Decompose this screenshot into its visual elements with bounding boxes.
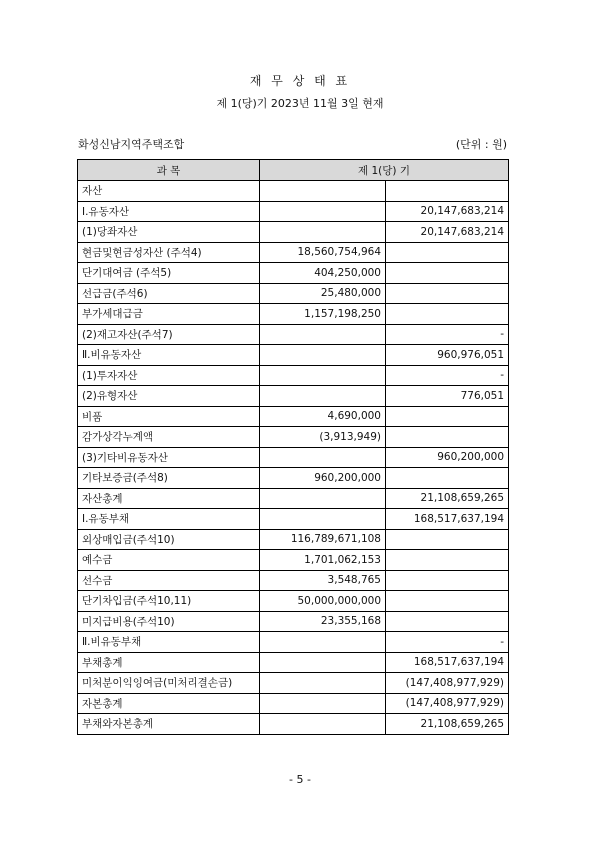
- document-title: 재 무 상 태 표: [249, 74, 351, 88]
- account-name-cell: 자본총계: [78, 693, 260, 714]
- detail-amount-cell: [260, 509, 386, 530]
- detail-amount-cell: [260, 386, 386, 407]
- account-name-cell: (1)투자자산: [78, 365, 260, 386]
- total-amount-cell: -: [386, 365, 509, 386]
- table-row: [78, 304, 509, 325]
- detail-amount-cell: 25,480,000: [260, 283, 386, 304]
- account-name-cell: Ⅱ.비유동부채: [78, 632, 260, 653]
- header-period: 제 1(당) 기: [260, 160, 509, 181]
- page-number: - 5 -: [289, 773, 311, 786]
- detail-amount-cell: 18,560,754,964: [260, 242, 386, 263]
- total-amount-cell: 20,147,683,214: [386, 201, 509, 222]
- account-name-cell: 예수금: [78, 550, 260, 571]
- table-row: [78, 365, 509, 386]
- table-row: [78, 570, 509, 591]
- account-name-cell: 부채총계: [78, 652, 260, 673]
- table-row: [78, 406, 509, 427]
- account-name-cell: 단기차입금(주석10,11): [78, 591, 260, 612]
- total-amount-cell: [386, 181, 509, 202]
- balance-sheet-table: [77, 159, 509, 735]
- detail-amount-cell: 50,000,000,000: [260, 591, 386, 612]
- table-row: [78, 652, 509, 673]
- detail-amount-cell: [260, 345, 386, 366]
- total-amount-cell: -: [386, 324, 509, 345]
- total-amount-cell: (147,408,977,929): [386, 673, 509, 694]
- total-amount-cell: [386, 611, 509, 632]
- account-name-cell: Ⅰ.유동자산: [78, 201, 260, 222]
- total-amount-cell: 21,108,659,265: [386, 714, 509, 735]
- unit-label: (단위 : 원): [455, 138, 507, 151]
- account-name-cell: Ⅰ.유동부채: [78, 509, 260, 530]
- table-row: [78, 201, 509, 222]
- total-amount-cell: [386, 242, 509, 263]
- table-row: [78, 468, 509, 489]
- table-row: [78, 611, 509, 632]
- document-subtitle: 제 1(당)기 2023년 11월 3일 현재: [216, 97, 384, 110]
- table-row: [78, 345, 509, 366]
- table-row: [78, 632, 509, 653]
- total-amount-cell: [386, 406, 509, 427]
- total-amount-cell: 960,976,051: [386, 345, 509, 366]
- table-row: [78, 447, 509, 468]
- detail-amount-cell: [260, 488, 386, 509]
- account-name-cell: 외상매입금(주석10): [78, 529, 260, 550]
- total-amount-cell: [386, 283, 509, 304]
- detail-amount-cell: [260, 222, 386, 243]
- table-row: [78, 509, 509, 530]
- detail-amount-cell: [260, 201, 386, 222]
- total-amount-cell: -: [386, 632, 509, 653]
- detail-amount-cell: (3,913,949): [260, 427, 386, 448]
- table-row: [78, 386, 509, 407]
- total-amount-cell: [386, 468, 509, 489]
- detail-amount-cell: [260, 652, 386, 673]
- detail-amount-cell: 116,789,671,108: [260, 529, 386, 550]
- company-name: 화성신남지역주택조합: [78, 138, 185, 151]
- total-amount-cell: [386, 570, 509, 591]
- detail-amount-cell: 404,250,000: [260, 263, 386, 284]
- account-name-cell: 선수금: [78, 570, 260, 591]
- account-name-cell: 부가세대급금: [78, 304, 260, 325]
- table-row: [78, 550, 509, 571]
- total-amount-cell: 776,051: [386, 386, 509, 407]
- account-name-cell: (1)당좌자산: [78, 222, 260, 243]
- detail-amount-cell: 3,548,765: [260, 570, 386, 591]
- detail-amount-cell: [260, 673, 386, 694]
- account-name-cell: 비품: [78, 406, 260, 427]
- account-name-cell: 자산총계: [78, 488, 260, 509]
- table-row: [78, 283, 509, 304]
- table-row: [78, 714, 509, 735]
- table-header-row: [78, 160, 509, 181]
- table-row: [78, 673, 509, 694]
- account-name-cell: 단기대여금 (주석5): [78, 263, 260, 284]
- table-row: [78, 693, 509, 714]
- total-amount-cell: [386, 427, 509, 448]
- total-amount-cell: (147,408,977,929): [386, 693, 509, 714]
- account-name-cell: (2)재고자산(주석7): [78, 324, 260, 345]
- table-row: [78, 529, 509, 550]
- table-row: [78, 263, 509, 284]
- detail-amount-cell: 4,690,000: [260, 406, 386, 427]
- table-row: [78, 222, 509, 243]
- detail-amount-cell: 1,701,062,153: [260, 550, 386, 571]
- table-row: [78, 242, 509, 263]
- total-amount-cell: 168,517,637,194: [386, 509, 509, 530]
- table-row: [78, 591, 509, 612]
- table-body: [78, 181, 509, 735]
- total-amount-cell: 168,517,637,194: [386, 652, 509, 673]
- detail-amount-cell: 1,157,198,250: [260, 304, 386, 325]
- detail-amount-cell: [260, 714, 386, 735]
- header-account: 과 목: [78, 160, 260, 181]
- total-amount-cell: [386, 304, 509, 325]
- detail-amount-cell: [260, 447, 386, 468]
- account-name-cell: 기타보증금(주석8): [78, 468, 260, 489]
- detail-amount-cell: [260, 324, 386, 345]
- total-amount-cell: [386, 529, 509, 550]
- detail-amount-cell: [260, 181, 386, 202]
- table-row: [78, 181, 509, 202]
- detail-amount-cell: 960,200,000: [260, 468, 386, 489]
- detail-amount-cell: [260, 365, 386, 386]
- account-name-cell: (3)기타비유동자산: [78, 447, 260, 468]
- table-row: [78, 427, 509, 448]
- account-name-cell: 현금및현금성자산 (주석4): [78, 242, 260, 263]
- detail-amount-cell: [260, 693, 386, 714]
- account-name-cell: 미지급비용(주석10): [78, 611, 260, 632]
- account-name-cell: (2)유형자산: [78, 386, 260, 407]
- account-name-cell: 부채와자본총계: [78, 714, 260, 735]
- account-name-cell: 미처분이익잉여금(미처리결손금): [78, 673, 260, 694]
- total-amount-cell: 20,147,683,214: [386, 222, 509, 243]
- detail-amount-cell: 23,355,168: [260, 611, 386, 632]
- total-amount-cell: [386, 591, 509, 612]
- account-name-cell: 감가상각누계액: [78, 427, 260, 448]
- total-amount-cell: [386, 550, 509, 571]
- detail-amount-cell: [260, 632, 386, 653]
- account-name-cell: Ⅱ.비유동자산: [78, 345, 260, 366]
- account-name-cell: 자산: [78, 181, 260, 202]
- table-row: [78, 488, 509, 509]
- total-amount-cell: 21,108,659,265: [386, 488, 509, 509]
- total-amount-cell: 960,200,000: [386, 447, 509, 468]
- account-name-cell: 선급금(주석6): [78, 283, 260, 304]
- table-row: [78, 324, 509, 345]
- total-amount-cell: [386, 263, 509, 284]
